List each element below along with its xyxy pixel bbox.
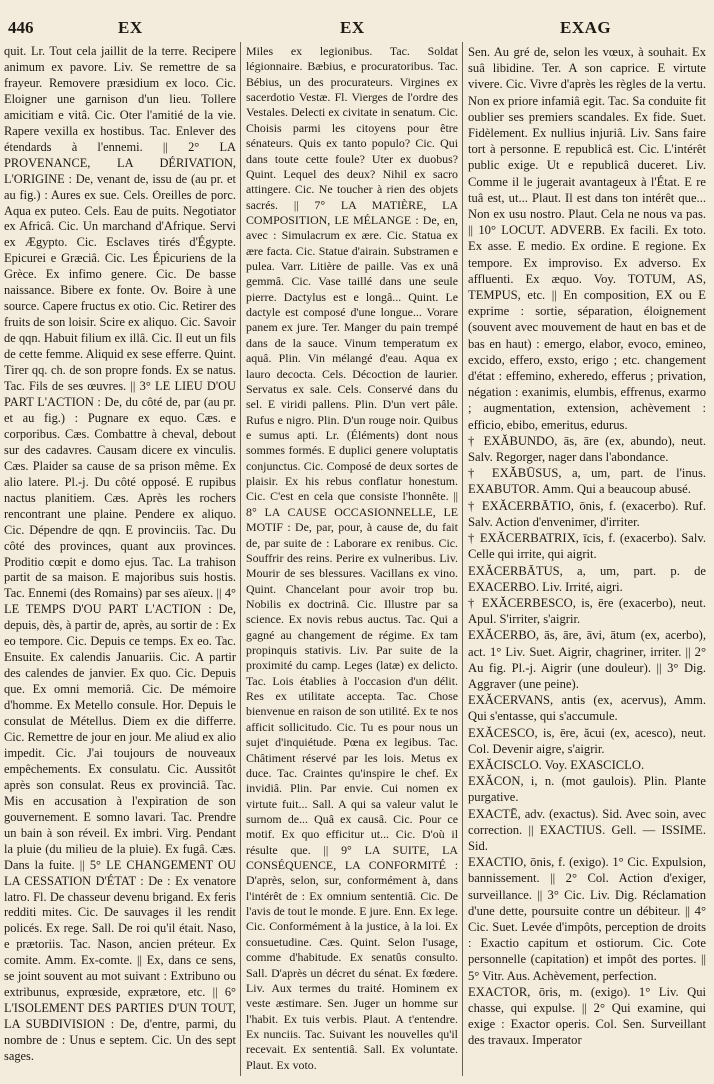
guide-word-right: EXAG	[560, 18, 612, 37]
dictionary-entry: † EXĂCERBESCO, is, ēre (exacerbo), neut. Apul. S'irriter, s'aigrir.	[468, 595, 706, 627]
dictionary-entry: EXĂCERBO, ās, āre, āvi, ātum (ex, acerbo), act. 1° Liv. Suet. Aigrir, chagriner, irriter. || 2° Au fig. Pl.-j. Aigrir (une douleur). || 3° Dig. Aggraver (une peine).	[468, 628, 706, 691]
column-divider	[462, 42, 463, 1076]
guide-word-center: EX	[340, 18, 365, 37]
dictionary-entry: EXĂCESCO, is, ēre, ăcui (ex, acesco), neut. Col. Devenir aigre, s'aigrir.	[468, 725, 706, 756]
guide-word-left: EX	[118, 18, 143, 37]
entry-text: quit. Lr. Tout cela jaillit de la terre. Recipere animum ex pavore. Liv. Se remettre de sa frayeur. Removere præsidium ex loco. Cic. Eloigner une garnison d'un lieu. Tollere amicitiam e vitâ. Cic. Oter l'amitié de la vie. Rapere vexilla ex hostibus. Tac. Enlever des étendards à l'ennemi. || 2° LA PROVENANCE, LA DÉRIVATION, L'ORIGINE : De, venant de, issu de (au pr. et au fig.) : Aures ex sue. Cels. Oreilles de porc. Aqua ex puteo. Cels. Eau de puits. Negotiator ex Africâ. Cic. Un marchand d'Afrique. Servi ex Ægypto. Cic. Esclaves tirés d'Égypte. Epicurei e Græciâ. Cic. Les Épicuriens de la Grèce. Ex infimo genere. Cic. De basse naissance. Bibere ex fonte. Ov. Boire à une source. Capere fructus ex otio. Cic. Retirer des fruits de son loisir. Scire ex aliquo. Cic. Savoir de qqn. Habuit filium ex illâ. Cic. Il eut un fils de cette femme. Aliquid ex sese efferre. Quint. Tirer qq. ch. de son propre fonds. Ex se natus. Tac. Fils de ses œuvres. || 3° LE LIEU D'OU PART L'ACTION : De, du côté de, par (au pr. et au fig.) : Pugnare ex equo. Cæs. e corporibus. Cæs. Combattre à cheval, debout sur des cadavres. Causam dicere ex vinculis. Cæs. Plaider sa cause de sa prison même. Ex alio latere. Pl.-j. Du côté opposé. E rupibus nactus planitiem. Cæs. Après les rochers rencontrant une plaine. Pendere ex aliquo. Cic. Dépendre de qqn. E provinciis. Tac. Du côté des provinces, quant aux provinces. Proditio cœpit e domo ejus. Tac. La trahison partit de sa maison. E majoribus suis hostis. Tac. Ennemi (des Romains) par ses aïeux. || 4° LE TEMPS D'OU PART L'ACTION : De, depuis, dès, à partir de, après, au sortir de : Ex eo tempore. Cic. Depuis ce temps. Ex eo. Tac. Ensuite. Ex calendis Januariis. Cic. A partir des calendes de janvier. Ex quo. Cic. Depuis que. Ex omni memoriâ. Cic. De mémoire d'homme. Ex Metello consule. Hor. Depuis le consulat de Métellus. Diem ex die differre. Cic. Remettre de jour en jour. Me aliud ex alio impedit. Cic. J'ai toujours de nouveaux empêchements. Ex consulatu. Cic. Aussitôt après son consulat. Reus ex provinciâ. Tac. Mis en accusation à l'expiration de son gouvernement. E somno lavari. Tac. Prendre un bain à son réveil. Ex imbri. Virg. Pendant la pluie (du milieu de la pluie). Ex fugâ. Cæs. Dans la fuite. || 5° LE CHANGEMENT OU LA CESSATION D'ÉTAT : De : Ex venatore latro. Fl. De chasseur devenu brigand. Ex feris redditi mites. Cic. De sauvages il les rendit policés. Ex rege. Sall. De roi qu'il était. Naso, e prætoriis. Tac. Nason, ancien préteur. Ex comite. Amm. Ex-comte. || Ex, dans ce sens, se joint souvent au mot suivant : Extribuno ou extribunus, exprœside, exprætore, etc. || 6° L'ISOLEMENT DES PARTIES D'UN TOUT, LA SUBDIVISION : De, d'entre, parmi, du nombre de : Unus e septem. Cic. Un des sept sages.	[4, 44, 236, 1064]
page-number: 446	[8, 18, 34, 37]
dictionary-entry: EXĂCERVANS, antis (ex, acervus), Amm. Qui s'entasse, qui s'accumule.	[468, 693, 706, 724]
dictionary-entry: EXĂCISCLO. Voy. EXASCICLO.	[468, 757, 645, 772]
column-middle	[246, 44, 458, 1080]
dictionary-entry: † EXĂCERBĀTIO, ōnis, f. (exacerbo). Ruf. Salv. Action d'envenimer, d'irriter.	[468, 498, 706, 529]
column-left	[4, 44, 236, 1080]
dictionary-entry: † EXĂBŪSUS, a, um, part. de l'inus. EXABUTOR. Amm. Qui a beaucoup abusé.	[468, 466, 706, 497]
dictionary-entry: † EXĂCERBATRIX, īcis, f. (exacerbo). Salv. Celle qui irrite, qui aigrit.	[468, 531, 706, 562]
dictionary-entry: EXACTIO, ōnis, f. (exigo). 1° Cic. Expulsion, bannissement. || 2° Col. Action d'exiger, surveillance. || 3° Cic. Liv. Dig. Réclamation d'une dette, poursuite contre un débiteur. || 4° Cic. Suet. Levée d'impôts, perception de droits : Exactio capitum et ostiorum. Cic. Cote personnelle (capitation) et impôt des portes. || 5° Vitr. Aus. Achèvement, perfection.	[468, 855, 706, 983]
column-divider	[240, 42, 241, 1076]
dictionary-entry: † EXĂBUNDO, ās, āre (ex, abundo), neut. Salv. Regorger, nager dans l'abondance.	[468, 433, 706, 465]
page-header	[0, 0, 714, 40]
dictionary-entry: EXACTĒ, adv. (exactus). Sid. Avec soin, avec correction. || EXACTIUS. Gell. — ISSIME. Sid.	[468, 806, 706, 853]
dictionary-entry: EXĂCON, i, n. (mot gaulois). Plin. Plante purgative.	[468, 774, 706, 805]
entry-text: Sen. Au gré de, selon les vœux, à souhait. Ex suâ libidine. Ter. A son caprice. E virtute vivere. Cic. Vivre d'après les règles de la vertu. Non ex priore infamiâ egit. Tac. Sa conduite fit oublier ses premiers scandales. Ex fide. Suet. Fidèlement. Ex nullius injuriâ. Liv. Sans faire tort à personne. E republicâ est. Cic. L'intérêt public exige. Ut e republicâ duceret. Liv. Comme il le jugerait avantageux à l'État. E re tuâ est, ut... Plaut. Il est dans ton intérêt que... Non ex usu nostro. Plaut. Cela ne nous va pas. || 10° LOCUT. ADVERB. Ex facili. Ex toto. Ex asse. E medio. Ex ordine. E regione. Ex tempore. Ex improviso. Ex adverso. Ex affluenti. Ex æquo. Voy. TOTUM, AS, TEMPUS, etc. || En composition, EX ou E exprime : sortie, séparation, éloignement (souvent avec mouvement de haut en bas et de bas en haut) : emergo, elabor, evoco, emineo, excido, effero, exsto, erigo ; etc. changement d'état : effemino, exheredo, efferus ; privation, négation : exanimis, elumbis, effrenus, exarmo ; augmentation, extension, achèvement : efficio, ebibo, emeritus, edurus.	[468, 45, 706, 432]
column-right	[468, 44, 706, 1080]
entry-text: Miles ex legionibus. Tac. Soldat légionnaire. Bæbius, e procuratoribus. Tac. Bébius, un des procurateurs. Virgines ex sacerdotio Vestæ. Fl. Vierges de l'ordre des Vestales. Delecti ex civitate in senatum. Cic. Choisis parmi les citoyens pour être sénateurs. Quis ex tanto populo? Cic. Qui dans toute cette foule? Uter ex duobus? Quint. Lequel des deux? Nihil ex sacro attingere. Cic. Ne toucher à rien des objets sacrés. || 7° LA MATIÈRE, LA COMPOSITION, LE MÉLANGE : De, en, avec : Simulacrum ex ære. Cic. Statua ex ære facta. Cic. Statue d'airain. Substramen e pulea. Varr. Litière de paille. Vas ex unâ gemmâ. Cic. Vase taillé dans une seule pierre. Dactylus est e longâ... Quint. Le dactyle est composé d'une longue... Vorare panem ex jure. Ter. Manger du pain trempé dans de la sauce. Vinum temperatum ex aquâ. Plin. Vin mélangé d'eau. Aqua ex lauro decocta. Cels. Décoction de laurier. Servatus ex sale. Cels. Conservé dans du sel. E viridi pallens. Plin. D'un vert pâle. Rufus e nigro. Plin. D'un rouge noir. Quibus e sumus apti. Lr. (Éléments) dont nous sommes formés. E duplici genere voluptatis conjunctus. Cic. Composé de deux sortes de plaisir. Ex his rebus conflatur honestum. Cic. C'est en cela que consiste l'honnête. || 8° LA CAUSE OCCASIONNELLE, LE MOTIF : De, par, pour, à cause de, du fait de, par suite de : Laborare ex renibus. Cic. Souffrir des reins. Perire ex vulneribus. Liv. Mourir de ses blessures. Vacillans ex vino. Quint. Chancelant pour avoir trop bu. Nobilis ex doctrinâ. Cic. Illustre par sa science. Ex novis rebus auctus. Tac. Qui a gagné au changement de régime. Ex tam propinquis stativis. Liv. Par suite de la proximité du camp. Leges (latæ) ex delicto. Tac. Lois établies à l'occasion d'un délit. Res ex utilitate accepta. Tac. Chose bienvenue en raison de son utilité. Ex te nos afficit sollicitudo. Cic. Tu es pour nous un sujet d'inquiétude. Pœna ex legibus. Tac. Châtiment réservé par les lois. Metus ex duce. Tac. Craintes qu'inspire le chef. Ex invidiâ. Plin. Par envie. Cui nomen ex virtute fuit... Sall. A qui sa valeur valut le surnom de... Quâ ex causâ. Cic. Pour ce motif. Ex quo efficitur ut... Cic. D'où il résulte que. || 9° LA SUITE, LA CONSÉQUENCE, LA CONFORMITÉ : D'après, selon, sur, conformément à, dans l'intérêt de : Ex omnium sententiâ. Cic. De l'avis de tout le monde. E jure. Enn. Ex lege. Cic. Conformément à la justice, à la loi. Ex consuetudine. Cæs. Quint. Selon l'usage, comme d'habitude. Ex senatûs consulto. Sall. D'après un décret du sénat. Ex fœdere. Liv. Aux termes du traité. Hominem ex veste æstimare. Sen. Juger un homme sur l'habit. Ex tuis verbis. Plaut. A t'entendre. Ex nunciis. Tac. Suivant les nouvelles qu'il recevait. Ex sententiâ. Sall. Ex voluntate. Plaut. Ex voto.	[246, 44, 458, 1072]
dictionary-entry: EXACTOR, ōris, m. (exigo). 1° Liv. Qui chasse, qui expulse. || 2° Qui examine, qui exige : Exactor operis. Col. Sen. Surveillant des travaux. Imperator	[468, 984, 706, 1048]
dictionary-entry: EXĂCERBĀTUS, a, um, part. p. de EXACERBO. Liv. Irrité, aigri.	[468, 563, 706, 594]
